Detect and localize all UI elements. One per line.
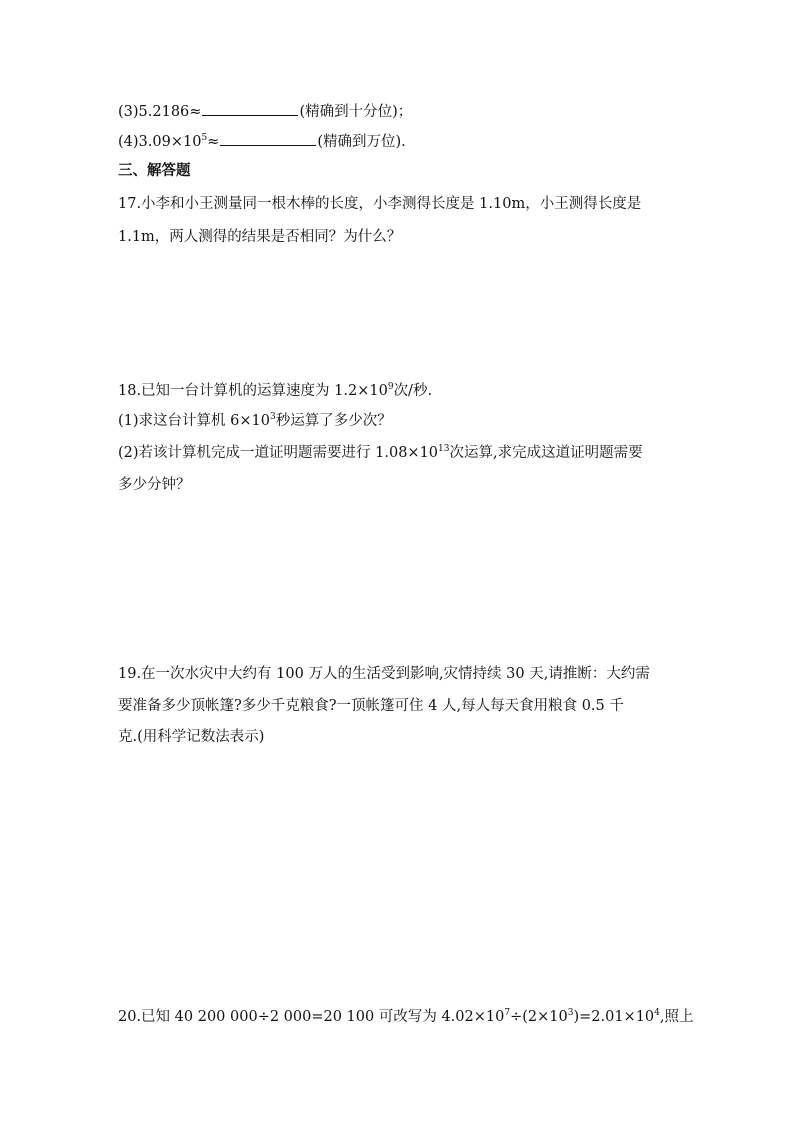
- q16-item3: [118, 101, 718, 122]
- q18-sub2-exponent: 13: [438, 444, 450, 454]
- q16-item4-note: (精确到万位).: [317, 134, 406, 150]
- q16-item4-exponent: 5: [201, 133, 208, 143]
- q18-sub1-text-b: 秒运算了多少次？: [275, 413, 392, 429]
- q18-sub1: [118, 411, 718, 431]
- q18-sub2-text-b: 次运算,求完成这道证明题需要: [449, 445, 643, 461]
- q19-line2: 要准备多少顶帐篷?多少千克粮食?一顶帐篷可住 4 人,每人每天食用粮食 0.5 千: [118, 698, 624, 714]
- q16-item3-note: (精确到十分位)；: [299, 104, 413, 120]
- q18-line4: 多少分钟？: [118, 477, 191, 493]
- q16-item4-text-b: ≈: [207, 134, 220, 150]
- q19-line3: 克.(用科学记数法表示): [118, 729, 265, 745]
- q16-item4: [118, 131, 718, 152]
- q18-sub2: [118, 443, 718, 463]
- q18-text-a: 18.已知一台计算机的运算速度为 1.2×10: [118, 383, 388, 399]
- q20-text-3: )=2.01×10: [573, 1009, 655, 1025]
- q20-text-2: ÷(2×10: [510, 1009, 568, 1025]
- answer-blank[interactable]: [220, 131, 316, 146]
- q18-text-b: 次/秒.: [393, 383, 433, 399]
- q20-text-4: ,照上: [659, 1009, 694, 1025]
- q18-sub2-text-a: (2)若该计算机完成一道证明题需要进行 1.08×10: [118, 445, 439, 461]
- q16-item3-text: (3)5.2186≈: [118, 104, 202, 120]
- q20-exponent-2: 3: [567, 1008, 574, 1018]
- q19-line1: 19.在一次水灾中大约有 100 万人的生活受到影响,灾情持续 30 天,请推断：大约需: [118, 666, 650, 682]
- q20-exponent-3: 4: [654, 1008, 660, 1018]
- answer-blank[interactable]: [202, 101, 298, 116]
- q17-line2: 1.1m，两人测得的结果是否相同？为什么？: [118, 229, 402, 245]
- q18-sub1-exponent: 3: [269, 412, 276, 422]
- q17-line1: 17.小李和小王测量同一根木棒的长度，小李测得长度是 1.10m，小王测得长度是: [118, 196, 642, 212]
- section-heading: 三、解答题: [118, 163, 191, 179]
- q20-line1: [118, 1007, 718, 1027]
- q20-exponent-1: 7: [504, 1008, 511, 1018]
- q18-exponent: 9: [387, 382, 394, 392]
- q20-text-1: 20.已知 40 200 000÷2 000=20 100 可改写为 4.02×10: [118, 1009, 505, 1025]
- q18-line1: [118, 381, 718, 401]
- q18-sub1-text-a: (1)求这台计算机 6×10: [118, 413, 270, 429]
- q16-item4-text-a: (4)3.09×10: [118, 134, 202, 150]
